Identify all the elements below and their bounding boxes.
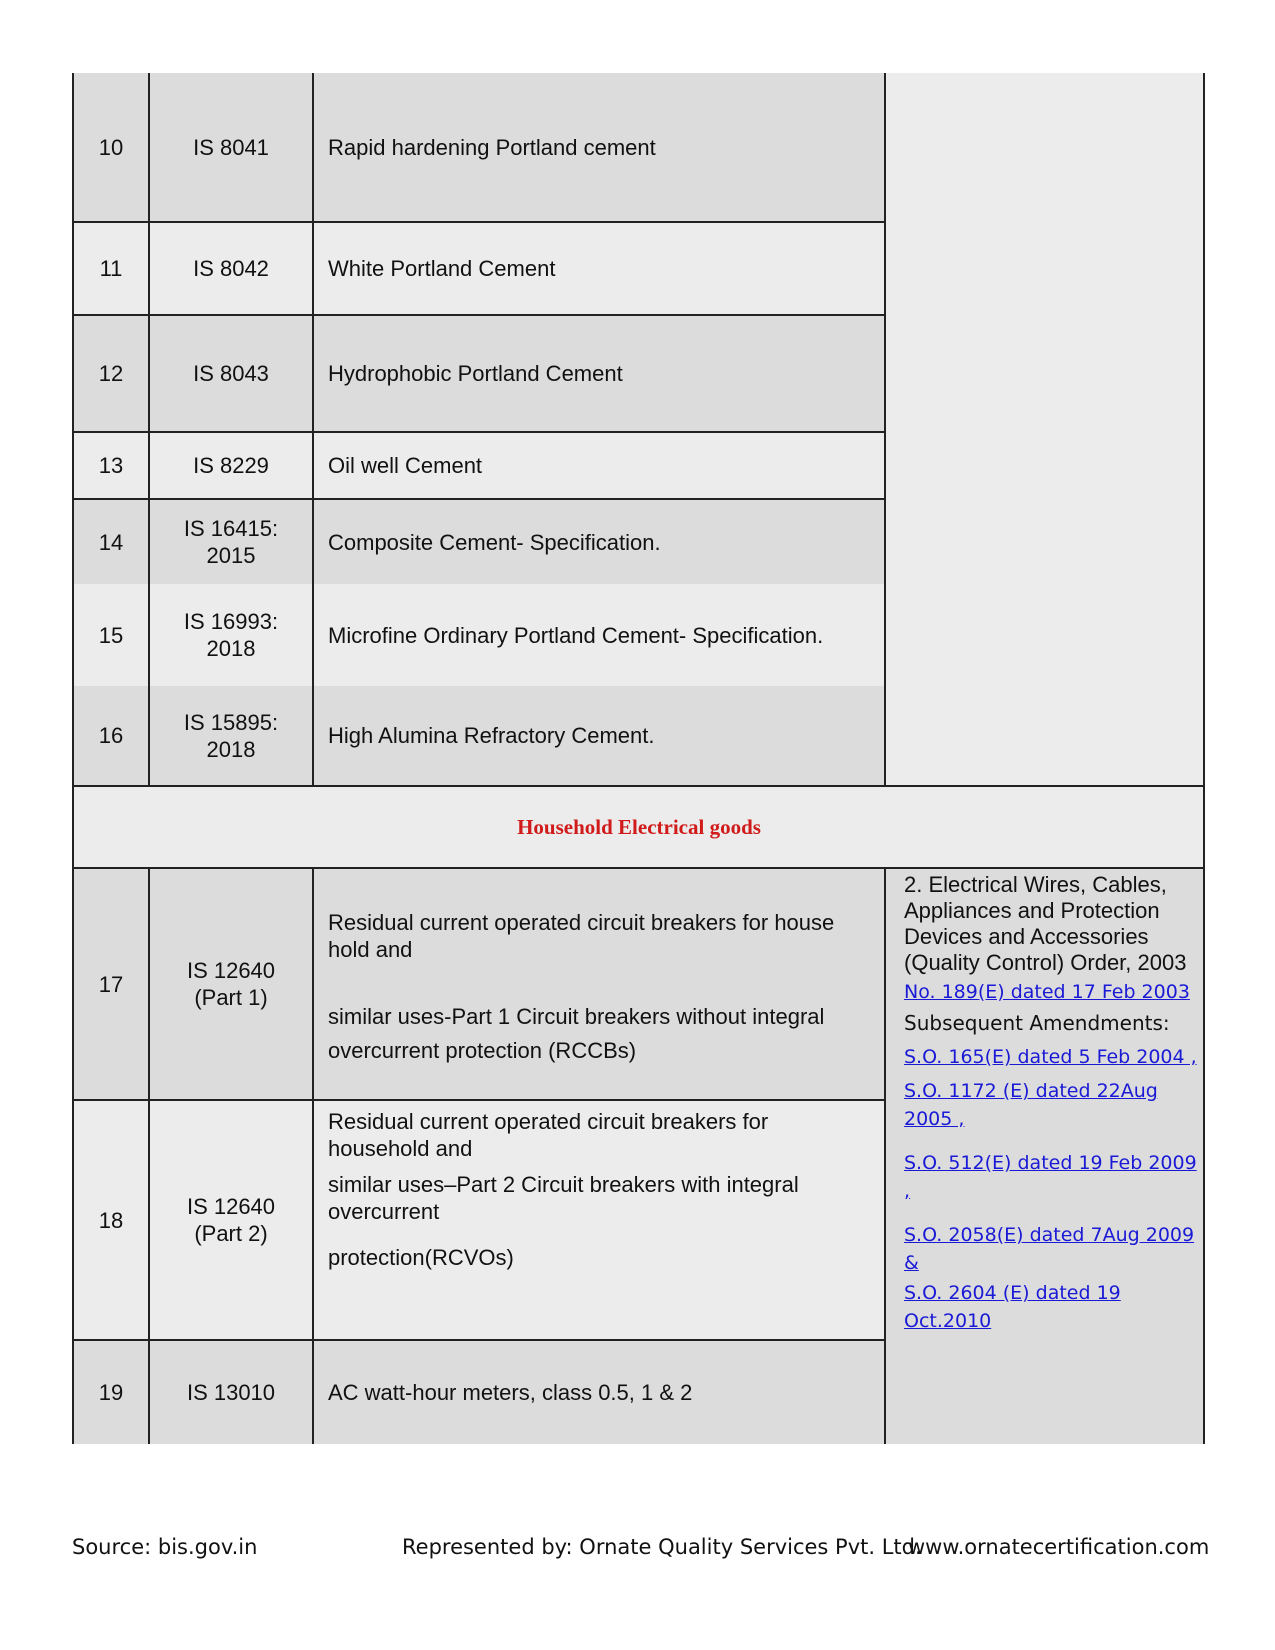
std-line: IS 16993: [183, 609, 279, 634]
amendment-link-3[interactable]: S.O. 512(E) dated 19 Feb 2009 , [904, 1152, 1197, 1202]
std-line: IS 8042 [193, 256, 269, 281]
row-12-description: Hydrophobic Portland Cement [328, 361, 623, 386]
row-10-number: 10 [98, 134, 124, 160]
row-11-number: 11 [99, 256, 123, 281]
row-18-description-2: similar uses–Part 2 Circuit breakers with integral overcurrent [328, 1172, 799, 1224]
order-main-link[interactable]: No. 189(E) dated 17 Feb 2003 [904, 981, 1190, 1003]
footer-source: Source: bis.gov.in [72, 1535, 258, 1559]
row-17-number: 17 [98, 971, 124, 997]
row-15-description: Microfine Ordinary Portland Cement- Specification. [328, 622, 824, 648]
footer-represented-by: Represented by: Ornate Quality Services Pvt. Ltd. [402, 1535, 922, 1559]
std-line: 2015 [206, 543, 256, 568]
row-13-description: Oil well Cement [328, 453, 483, 478]
row-13-number: 13 [98, 453, 124, 478]
std-line: (Part 1) [194, 985, 268, 1010]
row-16-standard [150, 686, 312, 785]
row-18-number: 18 [98, 1207, 124, 1233]
row-10-standard [150, 73, 312, 221]
std-line: IS 15895: [183, 709, 279, 735]
order-title: 2. Electrical Wires, Cables, Appliances and Protection Devices and Accessories (Quality Control) Order, 2003 [904, 872, 1187, 975]
row-19-number: 19 [98, 1380, 124, 1405]
std-line: IS 8041 [193, 134, 269, 160]
quality-control-order-cell [904, 872, 1204, 1335]
row-12-standard [150, 316, 312, 431]
row-14-description: Composite Cement- Specification. [328, 529, 661, 555]
row-19-standard [150, 1341, 312, 1444]
row-15-number: 15 [98, 622, 124, 648]
grid-col-3-lower [884, 867, 886, 1444]
row-17-description-1: Residual current operated circuit breakers for house hold and [328, 910, 835, 962]
amendment-link-1[interactable]: S.O. 165(E) dated 5 Feb 2004 , [904, 1046, 1197, 1068]
std-line: 2018 [206, 636, 256, 661]
amendment-link-5[interactable]: S.O. 2604 (E) dated 19 Oct.2010 [904, 1282, 1121, 1332]
order-subsequent-label: Subsequent Amendments: [904, 1011, 1170, 1035]
std-line: (Part 2) [194, 1221, 268, 1246]
row-10-description: Rapid hardening Portland cement [328, 134, 656, 160]
std-line: IS 8229 [193, 453, 269, 478]
amendment-link-2[interactable]: S.O. 1172 (E) dated 22Aug 2005 , [904, 1080, 1158, 1130]
row-11-description: White Portland Cement [328, 256, 556, 281]
amendment-link-4[interactable]: S.O. 2058(E) dated 7Aug 2009 & [904, 1224, 1195, 1274]
row-11-standard [150, 223, 312, 314]
row-16-number: 16 [98, 723, 124, 748]
grid-col-3 [884, 73, 886, 787]
row-19-description: AC watt-hour meters, class 0.5, 1 & 2 [328, 1380, 693, 1405]
section-title: Household Electrical goods [517, 814, 761, 839]
row-15-standard [150, 584, 312, 686]
row-17-description-2: similar uses-Part 1 Circuit breakers without integral [328, 1004, 825, 1029]
std-line: IS 12640 [186, 958, 276, 983]
row-17-description-3: overcurrent protection (RCCBs) [328, 1038, 637, 1063]
std-line: IS 12640 [186, 1194, 276, 1219]
row-12-number: 12 [98, 361, 124, 386]
footer-website[interactable]: www.ornatecertification.com [908, 1535, 1210, 1559]
std-line: IS 16415: [183, 516, 279, 541]
row-18-description-3: protection(RCVOs) [328, 1245, 514, 1270]
row-17-standard [150, 869, 312, 1099]
row-16-description: High Alumina Refractory Cement. [328, 723, 655, 748]
row-14-standard [150, 500, 312, 584]
band-right-top [886, 73, 1204, 785]
row-14-number: 14 [98, 529, 124, 555]
row-13-standard [150, 433, 312, 498]
row-18-description-1: Residual current operated circuit breakers for household and [328, 1109, 769, 1161]
row-18-standard [150, 1101, 312, 1339]
std-line: IS 8043 [193, 361, 269, 386]
std-line: 2018 [206, 736, 256, 762]
std-line: IS 13010 [186, 1380, 276, 1405]
